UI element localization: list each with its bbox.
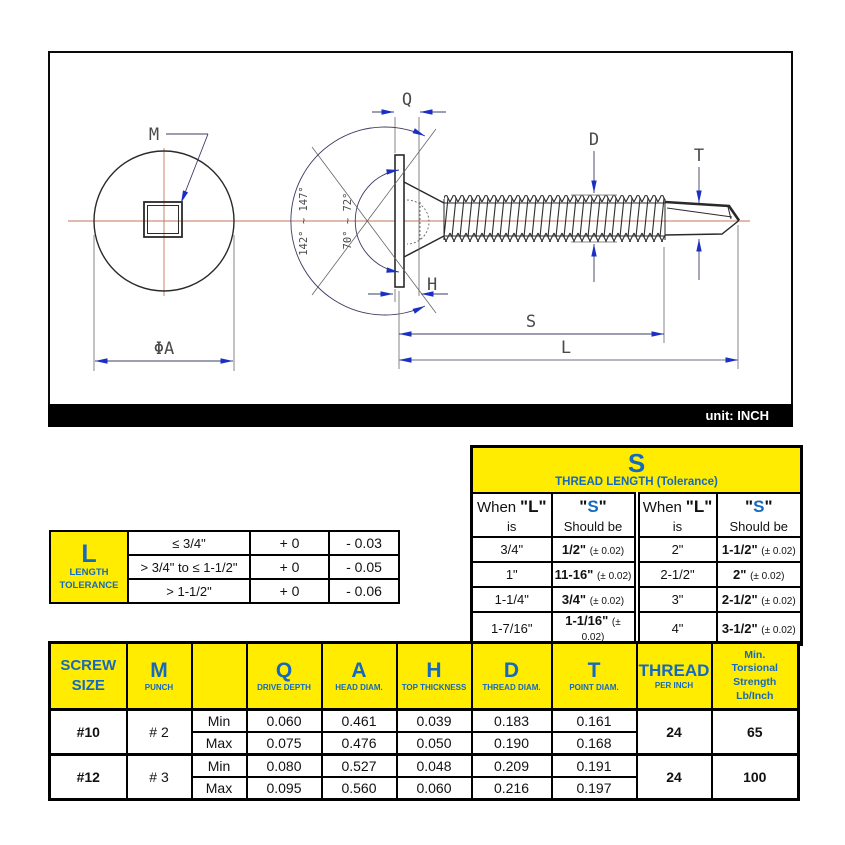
table-row bbox=[472, 587, 802, 612]
thread-text: THREAD bbox=[638, 660, 710, 680]
header-screw-size bbox=[50, 643, 127, 710]
s-value: 3-1/2" bbox=[721, 620, 758, 636]
cell: + 0 bbox=[250, 555, 329, 579]
l-letter: L bbox=[81, 540, 97, 569]
h-letter: H bbox=[426, 658, 442, 682]
header-blank bbox=[192, 643, 247, 710]
column-header-s-should-be bbox=[717, 493, 802, 537]
should-be-text: Should be bbox=[563, 518, 623, 534]
cell-strength: 65 bbox=[712, 710, 799, 755]
cell: 0.476 bbox=[322, 732, 397, 755]
screw-text: SCREW bbox=[60, 656, 117, 674]
cell: - 0.06 bbox=[329, 579, 399, 603]
is-text: is bbox=[507, 518, 517, 534]
s-value: 2-1/2" bbox=[721, 592, 758, 607]
cell: - 0.03 bbox=[329, 531, 399, 555]
table-row bbox=[472, 562, 802, 587]
cell: - 0.05 bbox=[329, 555, 399, 579]
table-row bbox=[50, 710, 799, 733]
unit-label: unit: INCH bbox=[48, 404, 793, 427]
cell: 0.190 bbox=[472, 732, 552, 755]
length-tolerance-table bbox=[49, 530, 400, 604]
when-text: When bbox=[476, 498, 517, 516]
head-flange bbox=[395, 155, 404, 287]
square-recess-outer bbox=[144, 202, 182, 237]
cell-max-label: Max bbox=[192, 732, 247, 755]
header-t-point-diam bbox=[552, 643, 637, 710]
dim-label-h: H bbox=[427, 275, 438, 295]
cell-max-label: Max bbox=[192, 777, 247, 800]
cell: 0.039 bbox=[397, 710, 472, 733]
l-name-line2: TOLERANCE bbox=[59, 579, 119, 591]
should-be-text: Should be bbox=[729, 518, 789, 534]
dim-label-m: M bbox=[148, 125, 160, 145]
punch-caption: PUNCH bbox=[144, 682, 174, 692]
table-row bbox=[50, 755, 799, 778]
header-thread-per-inch bbox=[637, 643, 712, 710]
m-letter: M bbox=[150, 658, 168, 682]
cell bbox=[552, 612, 637, 645]
s-value: 1/2" bbox=[561, 542, 587, 557]
dimension-h bbox=[368, 275, 448, 302]
header-m-punch bbox=[127, 643, 192, 710]
head-diam-caption: HEAD DIAM. bbox=[335, 682, 383, 692]
cell bbox=[717, 562, 802, 587]
torsional-line: Min. bbox=[744, 648, 766, 661]
cell: > 3/4" to ≤ 1-1/2" bbox=[128, 555, 250, 579]
cell: ≤ 3/4" bbox=[128, 531, 250, 555]
cell: 0.075 bbox=[247, 732, 322, 755]
cell: 0.161 bbox=[552, 710, 637, 733]
cell: 0.060 bbox=[247, 710, 322, 733]
l-quoted: "L" bbox=[685, 496, 713, 516]
cell: 0.060 bbox=[397, 777, 472, 800]
cell-strength: 100 bbox=[712, 755, 799, 800]
l-quoted: "L" bbox=[520, 496, 547, 516]
cell-screw-size: #12 bbox=[50, 755, 127, 800]
cell-min-label: Min bbox=[192, 755, 247, 778]
cell: 0.560 bbox=[322, 777, 397, 800]
cell bbox=[717, 537, 802, 562]
cell: + 0 bbox=[250, 531, 329, 555]
size-text: SIZE bbox=[71, 677, 105, 694]
s-value: 3/4" bbox=[561, 592, 587, 607]
d-letter: D bbox=[503, 658, 520, 682]
s-value: 2" bbox=[733, 567, 747, 582]
cell-screw-size: #10 bbox=[50, 710, 127, 755]
dim-label-d: D bbox=[588, 130, 600, 150]
s-letter: S bbox=[627, 448, 646, 479]
header-h-top-thickness bbox=[397, 643, 472, 710]
cell: 0.197 bbox=[552, 777, 637, 800]
thread-diam-caption: THREAD DIAM. bbox=[482, 682, 541, 692]
tolerance: (± 0.02) bbox=[761, 624, 796, 636]
cell: 2-1/2" bbox=[637, 562, 717, 587]
cell bbox=[552, 587, 637, 612]
torsional-line: Torsional bbox=[731, 662, 778, 675]
dimension-s bbox=[399, 247, 664, 369]
cell: 0.050 bbox=[397, 732, 472, 755]
when-text: When bbox=[642, 498, 682, 516]
cell bbox=[717, 587, 802, 612]
q-letter: Q bbox=[275, 658, 293, 682]
tolerance: (± 0.02) bbox=[761, 596, 796, 607]
cell: 2" bbox=[637, 537, 717, 562]
cell: 0.461 bbox=[322, 710, 397, 733]
is-text: is bbox=[672, 518, 683, 534]
l-table-header-cell bbox=[50, 531, 128, 603]
cell: > 1-1/2" bbox=[128, 579, 250, 603]
s-value: 1-1/2" bbox=[721, 542, 758, 557]
quote-mark: " bbox=[764, 496, 773, 516]
table-row bbox=[472, 447, 802, 494]
screw-spec-table bbox=[48, 641, 800, 801]
cell bbox=[552, 537, 637, 562]
tolerance: (± 0.02) bbox=[589, 546, 625, 557]
t-letter: T bbox=[587, 658, 601, 682]
head-cone-top bbox=[404, 182, 444, 203]
cell: 1-1/4" bbox=[472, 587, 552, 612]
cell: 0.209 bbox=[472, 755, 552, 778]
cell: 3/4" bbox=[472, 537, 552, 562]
square-recess-inner bbox=[148, 206, 179, 234]
cell: 0.527 bbox=[322, 755, 397, 778]
l-name-line1: LENGTH bbox=[69, 567, 109, 579]
s-table-banner bbox=[472, 447, 802, 494]
cell bbox=[552, 562, 637, 587]
tolerance: (± 0.02) bbox=[750, 571, 785, 582]
cell: 4" bbox=[637, 612, 717, 645]
quote-mark: " bbox=[745, 496, 754, 516]
cell: 0.216 bbox=[472, 777, 552, 800]
cell: 1-7/16" bbox=[472, 612, 552, 645]
header-q-drive-depth bbox=[247, 643, 322, 710]
quote-mark: " bbox=[598, 496, 607, 516]
column-header-s-should-be bbox=[552, 493, 637, 537]
cell: 0.191 bbox=[552, 755, 637, 778]
header-d-thread-diam bbox=[472, 643, 552, 710]
top-thickness-caption: TOP THICKNESS bbox=[401, 682, 467, 692]
s-subtitle: THREAD LENGTH (Tolerance) bbox=[555, 476, 718, 489]
dimension-q bbox=[372, 90, 446, 296]
s-value: 11-16" bbox=[554, 567, 594, 582]
cell: 0.183 bbox=[472, 710, 552, 733]
tolerance: (± 0.02) bbox=[596, 571, 632, 582]
table-row bbox=[50, 531, 399, 555]
drive-angle-label: 70° ~ 72° bbox=[342, 192, 354, 250]
column-header-when-l bbox=[637, 493, 717, 537]
table-row bbox=[472, 537, 802, 562]
table-row bbox=[472, 612, 802, 645]
quote-mark: " bbox=[579, 496, 588, 516]
dim-label-t: T bbox=[693, 146, 705, 166]
header-a-head-diam bbox=[322, 643, 397, 710]
cell: 3" bbox=[637, 587, 717, 612]
dim-label-s: S bbox=[525, 312, 537, 332]
s-letter-small: S bbox=[587, 496, 599, 516]
cell: 0.048 bbox=[397, 755, 472, 778]
thread-length-table bbox=[470, 445, 803, 646]
cell: 1" bbox=[472, 562, 552, 587]
point-diam-caption: POINT DIAM. bbox=[569, 682, 619, 692]
threaded-shank bbox=[444, 195, 665, 242]
screw-technical-drawing bbox=[50, 53, 791, 403]
table-row bbox=[472, 493, 802, 537]
cell: 0.168 bbox=[552, 732, 637, 755]
cell-min-label: Min bbox=[192, 710, 247, 733]
dim-label-q: Q bbox=[401, 90, 413, 110]
drawing-panel bbox=[48, 51, 793, 427]
cell: 0.080 bbox=[247, 755, 322, 778]
header-row bbox=[50, 643, 799, 710]
cell: 0.095 bbox=[247, 777, 322, 800]
cell-thread-per-inch: 24 bbox=[637, 755, 712, 800]
hidden-recess-outline bbox=[407, 200, 429, 244]
cell-punch: # 2 bbox=[127, 710, 192, 755]
cell bbox=[717, 612, 802, 645]
cell-thread-per-inch: 24 bbox=[637, 710, 712, 755]
a-letter: A bbox=[351, 658, 367, 682]
head-angle-label: 142° ~ 147° bbox=[298, 186, 310, 256]
torsional-line: Lb/Inch bbox=[736, 689, 774, 702]
dim-label-phi-a: ΦA bbox=[153, 339, 175, 359]
head-cone-bottom bbox=[404, 236, 444, 257]
drill-point bbox=[665, 202, 739, 235]
column-header-when-l bbox=[472, 493, 552, 537]
dim-label-l: L bbox=[560, 338, 572, 358]
s-value: 1-1/16" bbox=[565, 613, 609, 628]
cell-punch: # 3 bbox=[127, 755, 192, 800]
tolerance: (± 0.02) bbox=[761, 546, 796, 557]
torsional-line: Strength bbox=[733, 676, 777, 688]
tolerance: (± 0.02) bbox=[589, 596, 625, 607]
dimension-m bbox=[149, 125, 208, 203]
cell: + 0 bbox=[250, 579, 329, 603]
tolerance: (± 0.02) bbox=[581, 617, 621, 643]
per-inch-caption: PER INCH bbox=[654, 680, 694, 690]
drive-depth-caption: DRIVE DEPTH bbox=[257, 682, 311, 692]
header-torsional-strength bbox=[712, 643, 799, 710]
dimension-l bbox=[399, 225, 738, 369]
s-letter-small: S bbox=[753, 496, 765, 516]
